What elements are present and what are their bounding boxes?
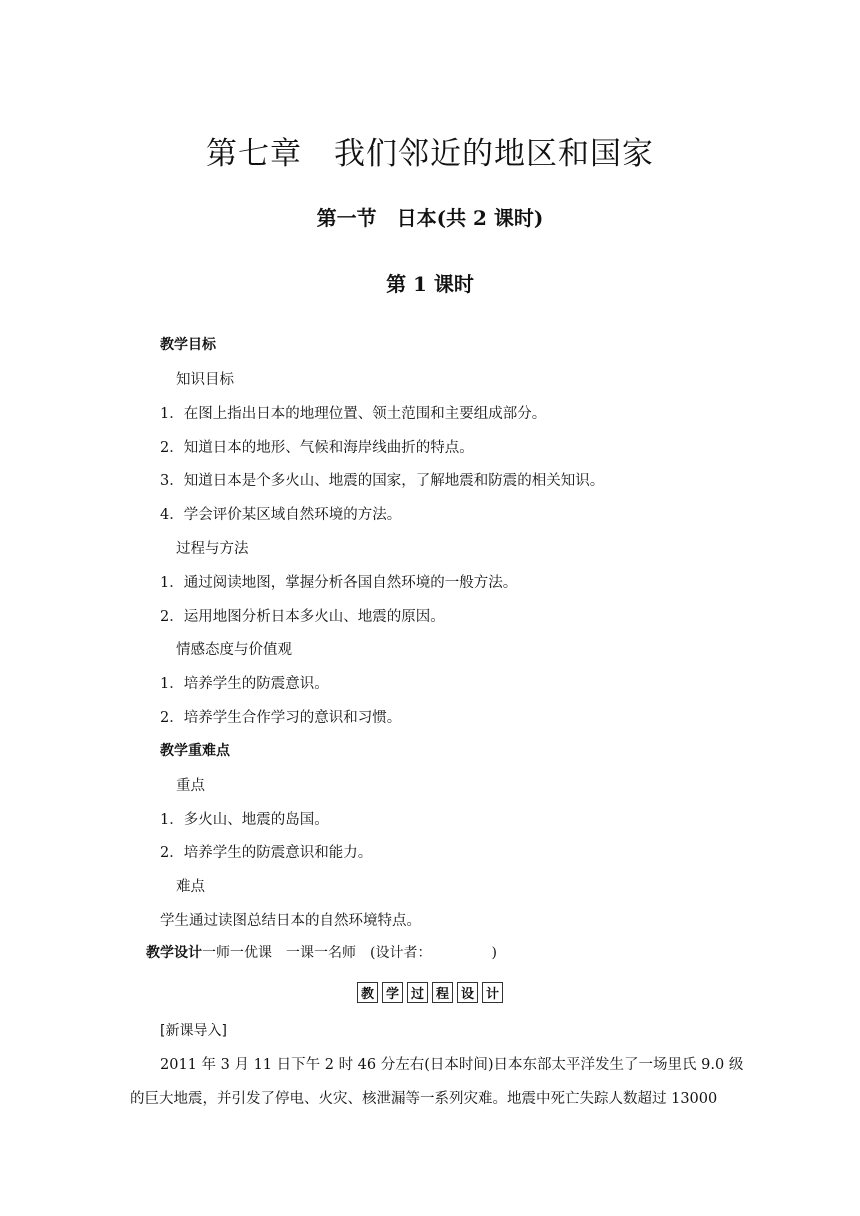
intro-label: [新课导入] (160, 1023, 227, 1039)
attitude-label: 情感态度与价值观 (176, 642, 292, 658)
chapter-title: 第七章 我们邻近的地区和国家 (206, 136, 654, 172)
section-title: 第一节 日本(共 2 课时) (316, 206, 544, 230)
process-label: 过程与方法 (176, 541, 249, 557)
lesson-title: 第 1 课时 (386, 272, 474, 296)
key-points-heading: 教学重难点 (160, 743, 230, 759)
design-text: 一师一优课 一课一名师 (设计者： (202, 945, 432, 961)
intro-line: 的巨大地震，并引发了停电、火灾、核泄漏等一系列灾难。地震中死亡失踪人数超过 13000 (130, 1091, 718, 1107)
focus-item: 1．多火山、地震的岛国。 (160, 812, 329, 828)
attitude-item: 1．培养学生的防震意识。 (160, 676, 329, 692)
design-label: 教学设计 (146, 945, 202, 961)
process-item: 1．通过阅读地图，掌握分析各国自然环境的一般方法。 (160, 575, 518, 591)
knowledge-item: 1．在图上指出日本的地理位置、领土范围和主要组成部分。 (160, 406, 547, 422)
process-item: 2．运用地图分析日本多火山、地震的原因。 (160, 609, 445, 625)
knowledge-label: 知识目标 (176, 372, 234, 388)
design-row (146, 942, 497, 962)
box-char: 设 (457, 982, 478, 1003)
box-char: 程 (432, 982, 453, 1003)
knowledge-item: 4．学会评价某区域自然环境的方法。 (160, 507, 402, 523)
design-close: ) (491, 945, 497, 961)
box-char: 过 (407, 982, 428, 1003)
knowledge-item: 3．知道日本是个多火山、地震的国家，了解地震和防震的相关知识。 (160, 473, 605, 489)
intro-line: 2011 年 3 月 11 日下午 2 时 46 分左右(日本时间)日本东部太平洋发生了一场里氏 9.0 级 (160, 1057, 744, 1073)
box-char: 教 (357, 982, 378, 1003)
attitude-item: 2．培养学生合作学习的意识和习惯。 (160, 710, 402, 726)
focus-label: 重点 (176, 778, 205, 794)
knowledge-item: 2．知道日本的地形、气候和海岸线曲折的特点。 (160, 440, 474, 456)
box-char: 计 (482, 982, 503, 1003)
objectives-heading: 教学目标 (160, 337, 216, 353)
box-char: 学 (382, 982, 403, 1003)
difficulty-label: 难点 (176, 879, 205, 895)
focus-item: 2．培养学生的防震意识和能力。 (160, 845, 373, 861)
process-design-boxes (0, 982, 860, 1003)
difficulty-text: 学生通过读图总结日本的自然环境特点。 (160, 913, 421, 929)
